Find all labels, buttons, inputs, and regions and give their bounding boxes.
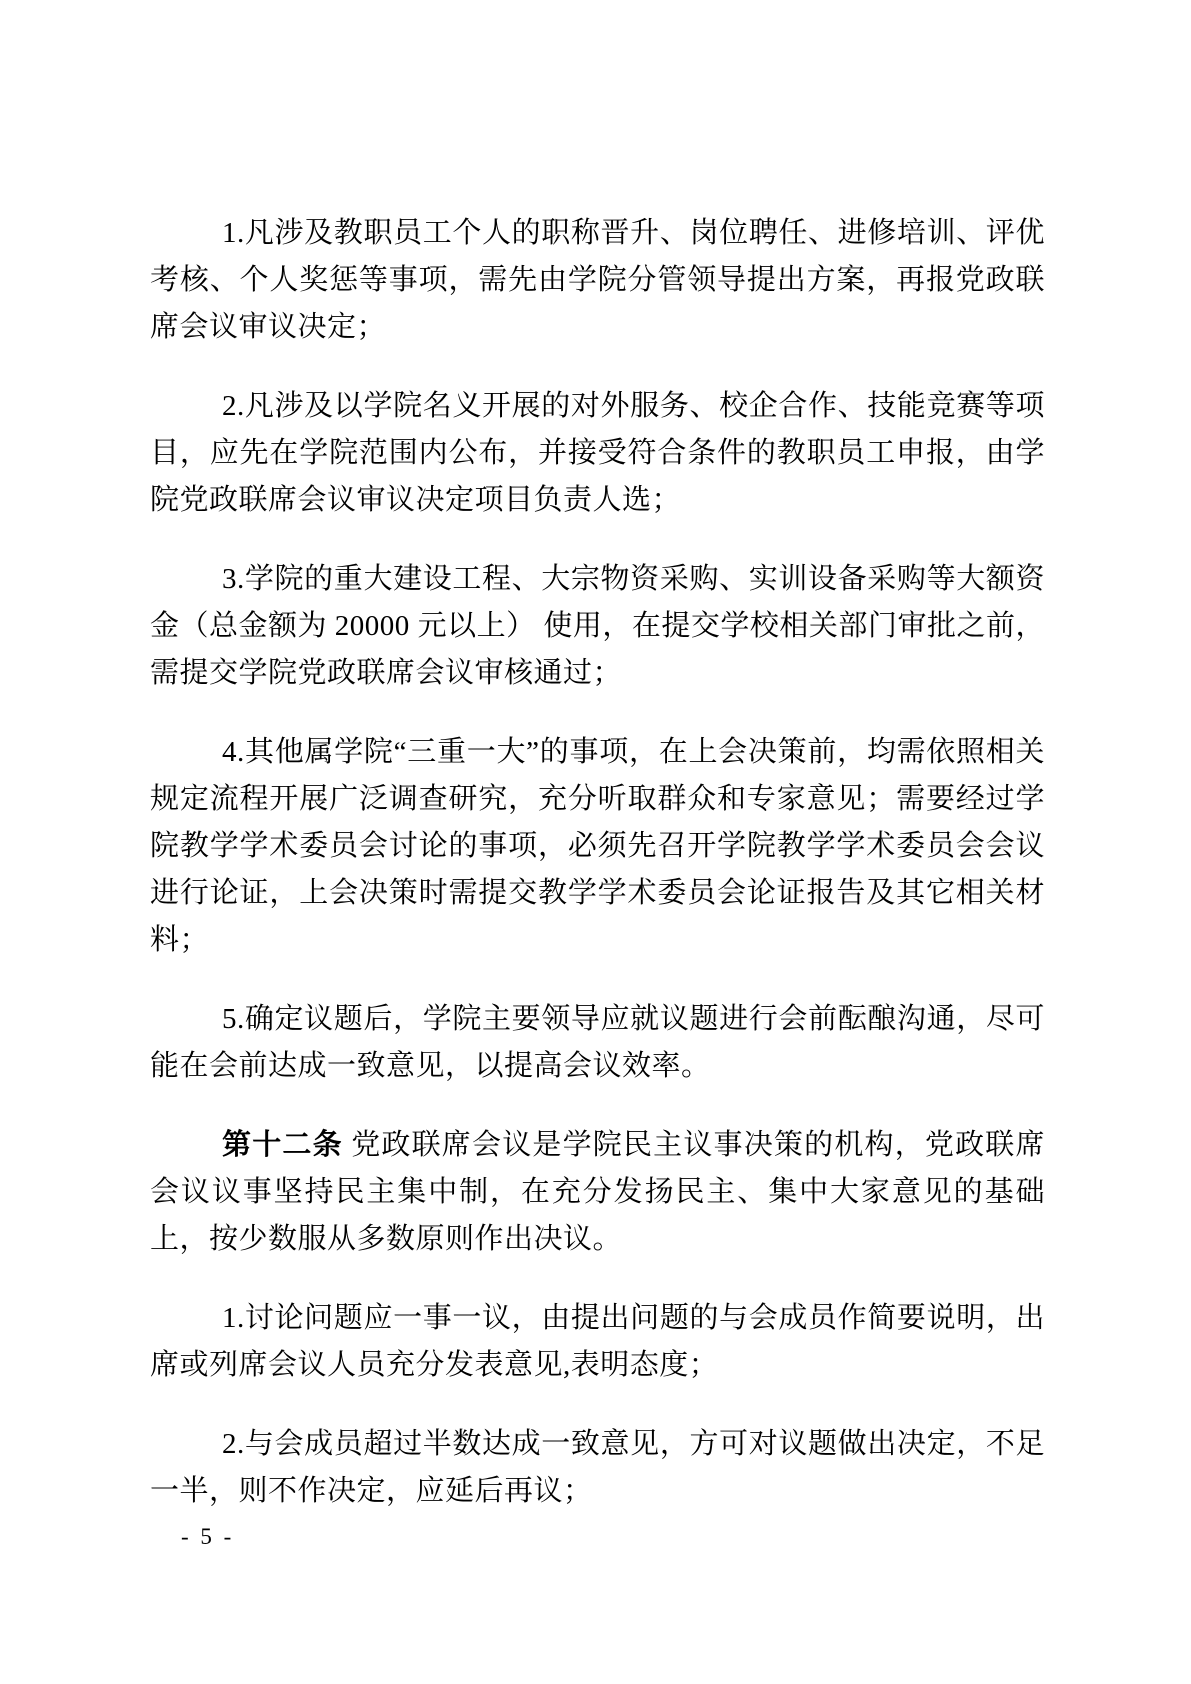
paragraph-sub-item-1: 1.讨论问题应一事一议，由提出问题的与会成员作简要说明，出席或列席会议人员充分发表意见,表明态度；	[150, 1302, 1045, 1381]
paragraph-item-5: 5.确定议题后，学院主要领导应就议题进行会前酝酿沟通，尽可能在会前达成一致意见，以提高会议效率。	[150, 1003, 1045, 1082]
paragraph-item-4: 4.其他属学院“三重一大”的事项，在上会决策前，均需依照相关规定流程开展广泛调查研究，充分听取群众和专家意见；需要经过学院教学学术委员会讨论的事项，必须先召开学院教学学术委员会会议进行论证，上会决策时需提交教学学术委员会论证报告及其它相关材料；	[150, 736, 1045, 956]
paragraph-item-1: 1.凡涉及教职员工个人的职称晋升、岗位聘任、进修培训、评优考核、个人奖惩等事项，需先由学院分管领导提出方案，再报党政联席会议审议决定；	[150, 217, 1045, 343]
article-body-text: 党政联席会议是学院民主议事决策的机构，党政联席会议议事坚持民主集中制，在充分发扬民主、集中大家意见的基础上，按少数服从多数原则作出决议。	[150, 1129, 1045, 1255]
page-number: - 5 -	[181, 1524, 235, 1549]
paragraph-article-12	[150, 1122, 1045, 1263]
paragraph-item-2: 2.凡涉及以学院名义开展的对外服务、校企合作、技能竞赛等项目，应先在学院范围内公布，并接受符合条件的教职员工申报，由学院党政联席会议审议决定项目负责人选；	[150, 390, 1045, 516]
document-body	[150, 210, 1045, 1515]
article-number-label: 第十二条	[222, 1129, 343, 1161]
paragraph-sub-item-2: 2.与会成员超过半数达成一致意见，方可对议题做出决定，不足一半，则不作决定，应延后再议；	[150, 1428, 1045, 1507]
paragraph-item-3: 3.学院的重大建设工程、大宗物资采购、实训设备采购等大额资金（总金额为 20000 元以上） 使用，在提交学校相关部门审批之前，需提交学院党政联席会议审核通过；	[150, 563, 1045, 689]
